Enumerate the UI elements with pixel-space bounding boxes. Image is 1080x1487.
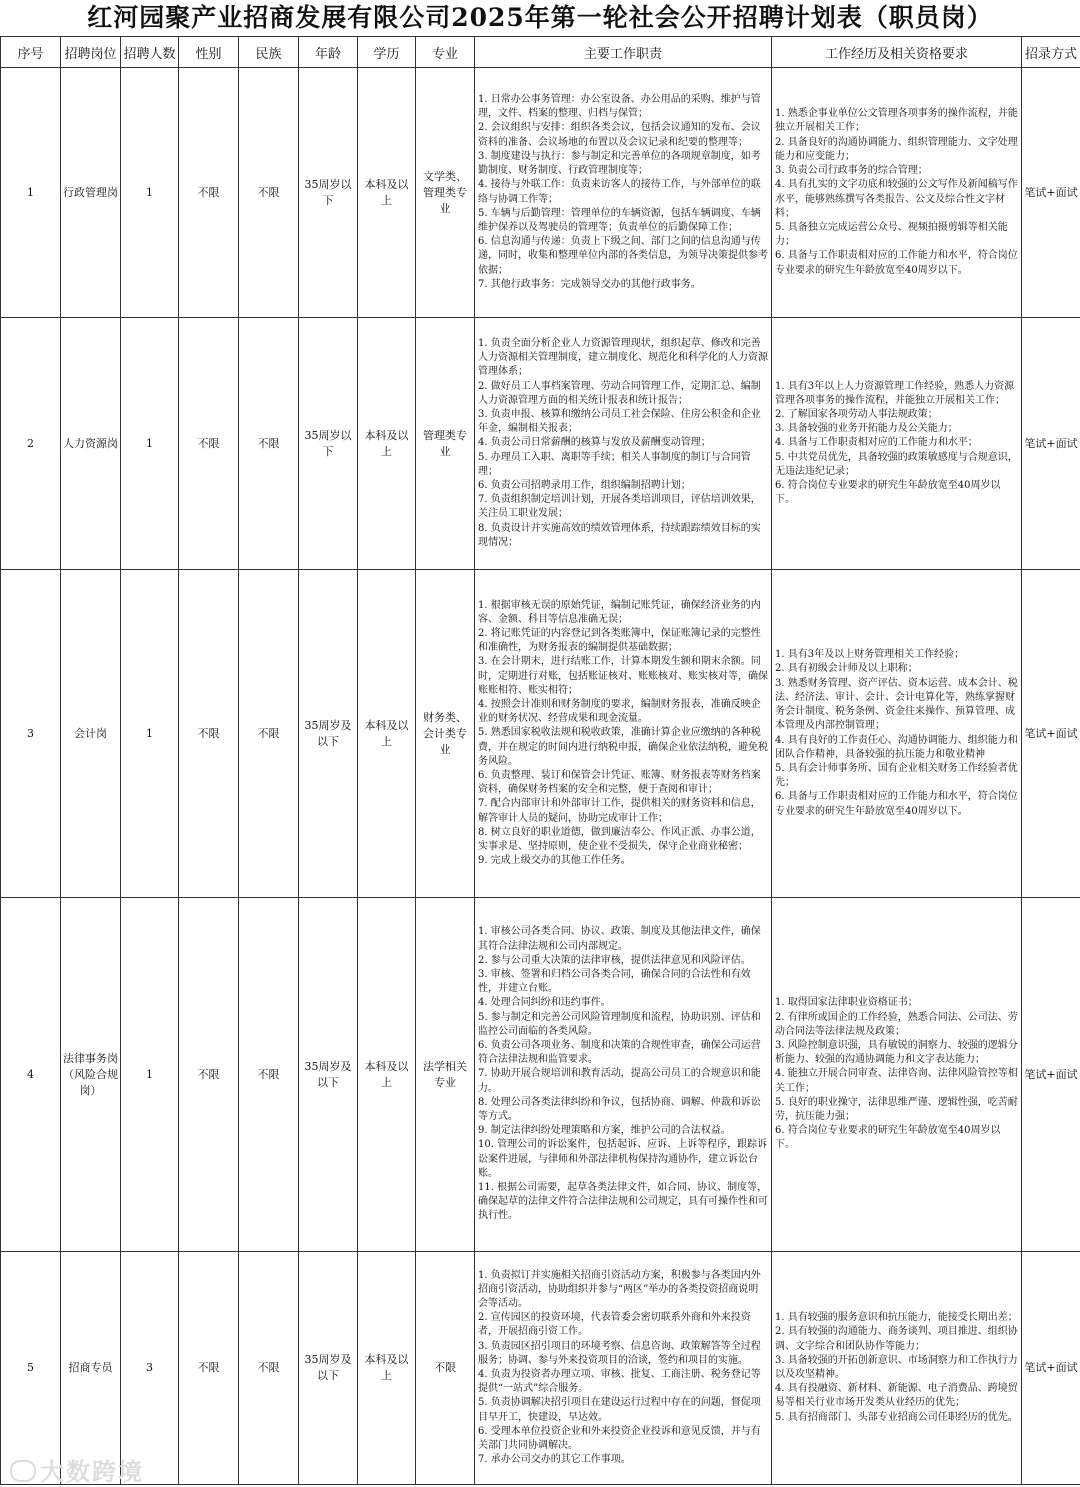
requirement-item: 3. 风险控制意识强，具有敏锐的洞察力、较强的逻辑分析能力、较强的沟通协调能力和文字表达能力； (775, 1039, 1018, 1067)
duty-item: 3. 负责园区招引项目的环境考察、信息咨询、政策解答等全过程服务；协调、参与外来投资项目的洽谈，签约和项目的实施。 (478, 1340, 768, 1368)
duty-item: 3. 在会计期末，进行结账工作，计算本期发生额和期末余额。同时，定期进行对账，包括账证核对、账账核对、账实核对等，确保账账相符、账实相符； (478, 655, 768, 698)
job-title-cell: 招商专员 (61, 1252, 121, 1485)
education-cell: 本科及以上 (358, 898, 416, 1252)
headcount-cell: 1 (121, 68, 179, 318)
requirement-item: 5. 中共党员优先，具备较强的政策敏感度与合规意识，无违法违纪记录； (775, 451, 1018, 479)
requirement-item: 6. 符合岗位专业要求的研究生年龄放宽至40周岁以下。 (775, 1124, 1018, 1152)
duty-item: 1. 审核公司各类合同、协议、政策、制度及其他法律文件，确保其符合法律法规和公司内部规定。 (478, 925, 768, 953)
education-cell: 本科及以上 (358, 1252, 416, 1485)
header-age: 年龄 (299, 37, 358, 68)
duty-item: 9. 完成上级交办的其他工作任务。 (478, 854, 768, 868)
duty-item: 1. 日常办公事务管理：办公室设备、办公用品的采购、维护与管理，文件、档案的整理、归档与保管； (478, 93, 768, 121)
duty-item: 6. 受理本单位投资企业和外来投资企业投诉和意见反馈，并与有关部门共同协调解决。 (478, 1425, 768, 1453)
duty-item: 5. 熟悉国家税收法规和税收政策，准确计算企业应缴纳的各种税费，并在规定的时间内进行纳税申报，确保企业依法纳税，避免税务风险。 (478, 726, 768, 769)
job-title-cell: 会计岗 (61, 570, 121, 898)
duty-item: 7. 承办公司交办的其它工作事项。 (478, 1453, 768, 1467)
duty-item: 3. 审核、签署和归档公司各类合同，确保合同的合法性和有效性，并建立台账。 (478, 968, 768, 996)
requirement-item: 1. 具有3年及以上财务管理相关工作经验； (775, 648, 1018, 662)
major-cell: 文学类、管理类专业 (416, 68, 475, 318)
header-method: 招录方式 (1022, 37, 1080, 68)
headcount-cell: 1 (121, 570, 179, 898)
requirement-item: 1. 具有较强的服务意识和抗压能力，能接受长期出差； (775, 1311, 1018, 1325)
ethnicity-cell: 不限 (239, 570, 299, 898)
duties-cell (475, 570, 772, 898)
requirement-item: 2. 具有初级会计师及以上职称； (775, 662, 1018, 676)
requirements-cell (772, 318, 1022, 570)
requirement-item: 6. 符合岗位专业要求的研究生年龄放宽至40周岁以下。 (775, 479, 1018, 507)
duty-item: 2. 宣传园区的投资环境，代表管委会密切联系外商和外来投资者，开展招商引资工作。 (478, 1311, 768, 1339)
duty-item: 11. 根据公司需要，起草各类法律文件，如合同、协议、制度等，确保起草的法律文件符合法律法规和公司规定，具有可操作性和可执行性。 (478, 1181, 768, 1224)
duties-cell (475, 68, 772, 318)
table-row (1, 318, 1080, 570)
requirement-item: 3. 具备较强的开拓创新意识、市场洞察力和工作执行力以及攻坚精神。 (775, 1354, 1018, 1382)
duty-item: 2. 将记账凭证的内容登记到各类账簿中，保证账簿记录的完整性和准确性，为财务报表的编制提供基础数据； (478, 627, 768, 655)
requirement-item: 2. 具备良好的沟通协调能力、组织管理能力、文字处理能力和应变能力； (775, 136, 1018, 164)
major-cell: 不限 (416, 1252, 475, 1485)
requirement-item: 4. 能独立开展合同审查、法律咨询、法律风险管控等相关工作； (775, 1067, 1018, 1095)
header-row (1, 37, 1080, 68)
age-limit-cell: 35周岁以下 (299, 318, 358, 570)
gender-cell: 不限 (179, 898, 239, 1252)
watermark-logo-icon (10, 1460, 36, 1482)
duty-item: 1. 根据审核无误的原始凭证，编制记账凭证，确保经济业务的内容、金额、科目等信息准确无误； (478, 599, 768, 627)
requirements-cell (772, 1252, 1022, 1485)
requirement-item: 5. 具有会计师事务所、国有企业相关财务工作经验者优先； (775, 762, 1018, 790)
requirement-item: 2. 有律所或国企的工作经验，熟悉合同法、公司法、劳动合同法等法律法规及政策； (775, 1011, 1018, 1039)
major-cell: 财务类、会计类专业 (416, 570, 475, 898)
headcount-cell: 1 (121, 318, 179, 570)
duty-item: 2. 做好员工人事档案管理、劳动合同管理工作，定期汇总、编制人力资源管理方面的相关统计报表和统计报告； (478, 380, 768, 408)
header-reqs: 工作经历及相关资格要求 (772, 37, 1022, 68)
requirement-item: 4. 具备与工作职责相对应的工作能力和水平； (775, 436, 1018, 450)
duty-item: 6. 负责公司各项业务、制度和决策的合规性审查，确保公司运营符合法律法规和监管要求。 (478, 1039, 768, 1067)
row-number-cell: 2 (1, 318, 61, 570)
requirement-item: 3. 具备较强的业务开拓能力及公关能力； (775, 422, 1018, 436)
duty-item: 4. 接待与外联工作：负责来访客人的接待工作，与外部单位的联络与协调工作等； (478, 178, 768, 206)
duty-item: 4. 负责为投资者办理立项、审核、批复、工商注册、税务登记等提供“一站式”综合服务。 (478, 1368, 768, 1396)
age-limit-cell: 35周岁及以下 (299, 570, 358, 898)
header-duties: 主要工作职责 (475, 37, 772, 68)
table-row (1, 68, 1080, 318)
job-title-cell: 人力资源岗 (61, 318, 121, 570)
job-title-cell: 法律事务岗（风险合规岗） (61, 898, 121, 1252)
duties-cell (475, 898, 772, 1252)
age-limit-cell: 35周岁及以下 (299, 898, 358, 1252)
header-post: 招聘岗位 (61, 37, 121, 68)
age-limit-cell: 35周岁及以下 (299, 1252, 358, 1485)
requirements-cell (772, 570, 1022, 898)
requirement-item: 1. 熟悉企事业单位公文管理各项事务的操作流程，并能独立开展相关工作； (775, 107, 1018, 135)
duty-item: 6. 负责整理、装订和保管会计凭证、账簿、财务报表等财务档案资料，确保财务档案的安全和完整，便于查阅和审计； (478, 769, 768, 797)
age-limit-cell: 35周岁以下 (299, 68, 358, 318)
requirement-item: 5. 良好的职业操守，法律思维严谨、逻辑性强，吃苦耐劳，抗压能力强； (775, 1096, 1018, 1124)
watermark (10, 1452, 144, 1487)
recruit-method-cell: 笔试+面试 (1022, 1252, 1080, 1485)
duty-item: 2. 参与公司重大决策的法律审核，提供法律意见和风险评估。 (478, 954, 768, 968)
gender-cell: 不限 (179, 318, 239, 570)
header-major: 专业 (416, 37, 475, 68)
duty-item: 5. 车辆与后勤管理：管理单位的车辆资源，包括车辆调度、车辆维护保养以及驾驶员的管理等；负责单位的后勤保障工作； (478, 207, 768, 235)
duty-item: 5. 办理员工入职、离职等手续；相关人事制度的制订与合同管理； (478, 451, 768, 479)
recruit-method-cell: 笔试+面试 (1022, 68, 1080, 318)
duty-item: 2. 会议组织与安排：组织各类会议，包括会议通知的发布、会议资料的准备、会议场地的布置以及会议记录和纪要的整理等； (478, 121, 768, 149)
headcount-cell: 1 (121, 898, 179, 1252)
education-cell: 本科及以上 (358, 318, 416, 570)
requirement-item: 5. 具有招商部门、头部专业招商公司任职经历的优先。 (775, 1411, 1018, 1425)
duty-item: 4. 处理合同纠纷和违约事件。 (478, 996, 768, 1010)
header-count: 招聘人数 (121, 37, 179, 68)
requirement-item: 2. 具有较强的沟通能力、商务谈判、项目推进、组织协调、文字综合和团队协作等能力； (775, 1325, 1018, 1353)
watermark-text: 大数跨境 (40, 1458, 144, 1486)
table-row (1, 570, 1080, 898)
gender-cell: 不限 (179, 1252, 239, 1485)
requirement-item: 6. 具备与工作职责相对应的工作能力和水平，符合岗位专业要求的研究生年龄放宽至40周岁以下。 (775, 790, 1018, 818)
requirement-item: 1. 取得国家法律职业资格证书； (775, 996, 1018, 1010)
duty-item: 7. 负责组织制定培训计划，开展各类培训项目，评估培训效果，关注员工职业发展； (478, 493, 768, 521)
duty-item: 5. 参与制定和完善公司风险管理制度和流程，协助识别、评估和监控公司面临的各类风险。 (478, 1011, 768, 1039)
duty-item: 8. 处理公司各类法律纠纷和争议，包括协商、调解、仲裁和诉讼等方式。 (478, 1096, 768, 1124)
duty-item: 4. 负责公司日常薪酬的核算与发放及薪酬变动管理； (478, 436, 768, 450)
table-row (1, 1252, 1080, 1485)
ethnicity-cell: 不限 (239, 318, 299, 570)
duty-item: 5. 负责协调解决招引项目在建设运行过程中存在的问题，督促项目早开工，快建设，早达效。 (478, 1396, 768, 1424)
requirements-cell (772, 68, 1022, 318)
education-cell: 本科及以上 (358, 570, 416, 898)
header-no: 序号 (1, 37, 61, 68)
education-cell: 本科及以上 (358, 68, 416, 318)
row-number-cell: 3 (1, 570, 61, 898)
duty-item: 7. 协助开展合规培训和教育活动，提高公司员工的合规意识和能力。 (478, 1067, 768, 1095)
recruit-method-cell: 笔试+面试 (1022, 898, 1080, 1252)
duty-item: 7. 其他行政事务：完成领导交办的其他行政事务。 (478, 278, 768, 292)
recruitment-table (0, 36, 1080, 1485)
ethnicity-cell: 不限 (239, 898, 299, 1252)
duty-item: 8. 树立良好的职业道德，做到廉洁奉公、作风正派、办事公道，实事求是、坚持原则，使企业不受损失，保守企业商业秘密； (478, 826, 768, 854)
requirement-item: 6. 具备与工作职责相对应的工作能力和水平，符合岗位专业要求的研究生年龄放宽至40周岁以下。 (775, 249, 1018, 277)
requirement-item: 3. 负责公司行政事务的综合管理； (775, 164, 1018, 178)
duty-item: 7. 配合内部审计和外部审计工作，提供相关的财务资料和信息，解答审计人员的疑问，协助完成审计工作； (478, 797, 768, 825)
row-number-cell: 4 (1, 898, 61, 1252)
row-number-cell: 5 (1, 1252, 61, 1485)
ethnicity-cell: 不限 (239, 68, 299, 318)
duties-cell (475, 318, 772, 570)
duty-item: 10. 管理公司的诉讼案件，包括起诉、应诉、上诉等程序，跟踪诉讼案件进展，与律师和外部法律机构保持沟通协作，建立诉讼台账。 (478, 1138, 768, 1181)
requirement-item: 2. 了解国家各项劳动人事法规政策； (775, 408, 1018, 422)
major-cell: 管理类专业 (416, 318, 475, 570)
gender-cell: 不限 (179, 68, 239, 318)
duty-item: 1. 负责全面分析企业人力资源管理现状，组织起草、修改和完善人力资源相关管理制度，建立制度化、规范化和科学化的人力资源管理体系； (478, 337, 768, 380)
requirements-cell (772, 898, 1022, 1252)
job-title-cell: 行政管理岗 (61, 68, 121, 318)
page-title: 红河园聚产业招商发展有限公司2025年第一轮社会公开招聘计划表（职员岗） (0, 0, 1080, 36)
duty-item: 8. 负责设计并实施高效的绩效管理体系，持续跟踪绩效目标的实现情况； (478, 522, 768, 550)
requirement-item: 4. 具有投融资、新材料、新能源、电子消费品、跨境贸易等相关行业市场开发类从业经历的优先； (775, 1382, 1018, 1410)
table-row (1, 898, 1080, 1252)
headcount-cell: 3 (121, 1252, 179, 1485)
header-edu: 学历 (358, 37, 416, 68)
duty-item: 3. 负责申报、核算和缴纳公司员工社会保险、住房公积金和企业年金，编制相关报表； (478, 408, 768, 436)
gender-cell: 不限 (179, 570, 239, 898)
major-cell: 法学相关专业 (416, 898, 475, 1252)
duty-item: 9. 制定法律纠纷处理策略和方案，维护公司的合法权益。 (478, 1124, 768, 1138)
header-ethnic: 民族 (239, 37, 299, 68)
requirement-item: 5. 具备独立完成运营公众号、视频拍摄剪辑等相关能力； (775, 221, 1018, 249)
requirement-item: 1. 具有3年以上人力资源管理工作经验，熟悉人力资源管理各项事务的操作流程，并能独立开展相关工作； (775, 380, 1018, 408)
duty-item: 3. 制度建设与执行：参与制定和完善单位的各项规章制度，如考勤制度、财务制度、行政管理制度等； (478, 150, 768, 178)
requirement-item: 3. 熟悉财务管理、资产评估、资本运营、成本会计、税法、经济法、审计、会计、会计电算化等，熟练掌握财务会计制度、税务条例、资金往来操作、预算管理、成本管理及内部控制管理； (775, 677, 1018, 734)
requirement-item: 4. 具有良好的工作责任心、沟通协调能力、组织能力和团队合作精神，具备较强的抗压能力和敬业精神 (775, 734, 1018, 762)
ethnicity-cell: 不限 (239, 1252, 299, 1485)
recruit-method-cell: 笔试+面试 (1022, 570, 1080, 898)
row-number-cell: 1 (1, 68, 61, 318)
duty-item: 1. 负责拟订并实施相关招商引资活动方案，积极参与各类国内外招商引资活动，协助组织并参与“两区”举办的各类投资招商说明会等活动。 (478, 1269, 768, 1312)
duty-item: 6. 负责公司招聘录用工作，组织编制招聘计划； (478, 479, 768, 493)
recruit-method-cell: 笔试+面试 (1022, 318, 1080, 570)
duty-item: 4. 按照会计准则和财务制度的要求，编制财务报表，准确反映企业的财务状况、经营成果和现金流量。 (478, 698, 768, 726)
duties-cell (475, 1252, 772, 1485)
requirement-item: 4. 具有扎实的文字功底和较强的公文写作及新闻稿写作水平，能够熟练撰写各类报告、公文及综合性文字材料； (775, 178, 1018, 221)
duty-item: 6. 信息沟通与传递：负责上下级之间、部门之间的信息沟通与传递，同时，收集和整理单位内部的各类信息，为领导决策提供参考依据； (478, 235, 768, 278)
header-gender: 性别 (179, 37, 239, 68)
